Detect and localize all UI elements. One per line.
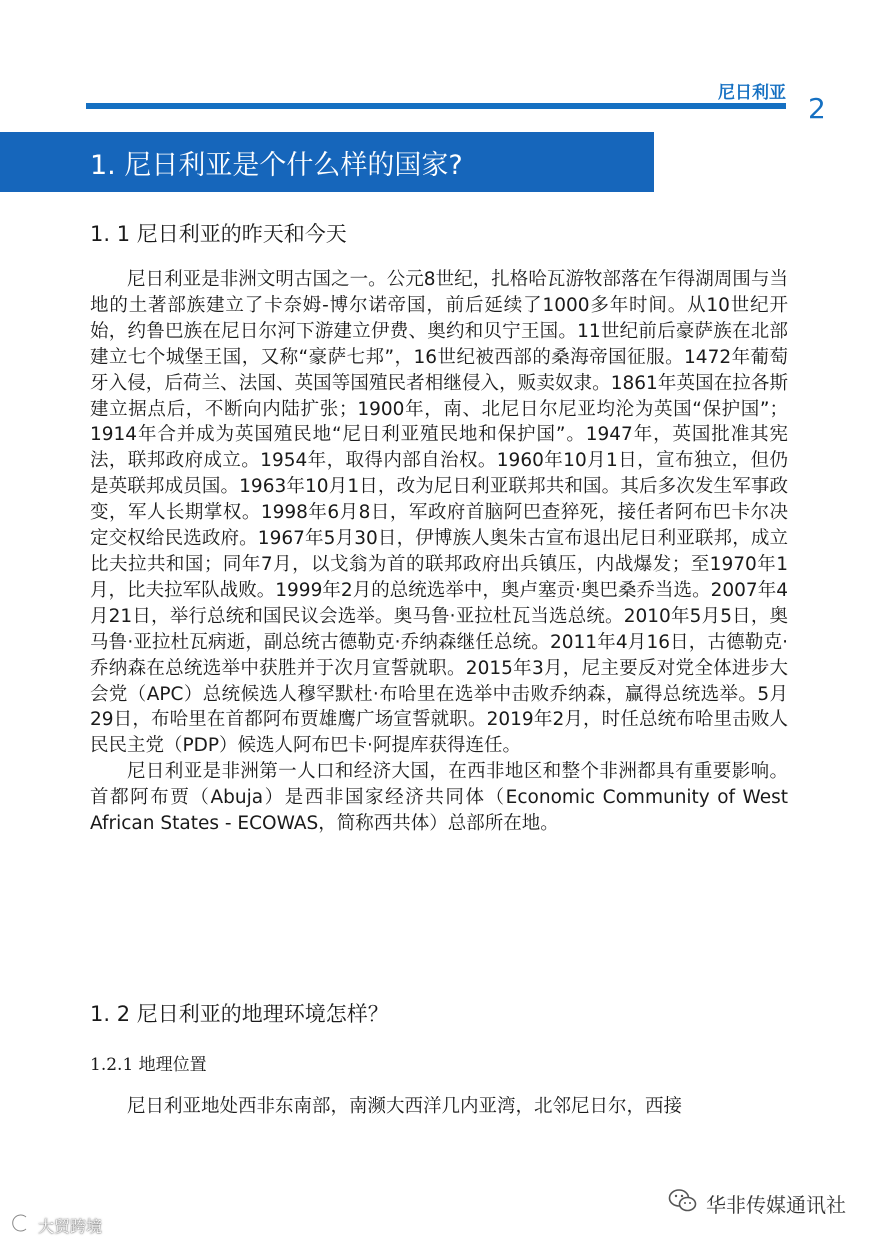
section-heading-1-2: 1. 2 尼日利亚的地理环境怎样？ [90,1002,389,1026]
wechat-icon [668,1188,698,1218]
paragraph-history: 尼日利亚是非洲文明古国之一。公元8世纪，扎格哈瓦游牧部落在乍得湖周围与当地的土著部族建立了卡奈姆-博尔诺帝国，前后延续了1000多年时间。从10世纪开始，约鲁巴族在尼日尔河下游建立伊费、奥约和贝宁王国。11世纪前后豪萨族在北部建立七个城堡王国，又称“豪萨七邦”，16世纪被西部的桑海帝国征服。1472年葡萄牙入侵，后荷兰、法国、英国等国殖民者相继侵入，贩卖奴隶。1861年英国在拉各斯建立据点后，不断向内陆扩张；1900年，南、北尼日尔尼亚均沦为英国“保护国”；1914年合并成为英国殖民地“尼日利亚殖民地和保护国”。1947年，英国批准其宪法，联邦政府成立。1954年，取得内部自治权。1960年10月1日，宣布独立，但仍是英联邦成员国。1963年10月1日，改为尼日利亚联邦共和国。其后多次发生军事政变，军人长期掌权。1998年6月8日，军政府首脑阿巴查猝死，接任者阿布巴卡尔决定交权给民选政府。1967年5月30日，伊博族人奥朱古宣布退出尼日利亚联邦，成立比夫拉共和国；同年7月，以戈翁为首的联邦政府出兵镇压，内战爆发；至1970年1月，比夫拉军队战败。1999年2月的总统选举中，奥卢塞贡·奥巴桑乔当选。2007年4月21日，举行总统和国民议会选举。奥马鲁·亚拉杜瓦当选总统。2010年5月5日，奥马鲁·亚拉杜瓦病逝，副总统古德勒克·乔纳森继任总统。2011年4月16日，古德勒克·乔纳森在总统选举中获胜并于次月宣誓就职。2015年3月，尼主要反对党全体进步大会党（APC）总统候选人穆罕默杜·布哈里在选举中击败乔纳森，赢得总统选举。5月29日，布哈里在首都阿布贾雄鹰广场宣誓就职。2019年2月，时任总统布哈里击败人民民主党（PDP）候选人阿布巴卡·阿提库获得连任。 [90,269,788,757]
chapter-title: 1. 尼日利亚是个什么样的国家? [90,150,463,181]
section-1-1-body [90,267,788,837]
chapter-banner [0,132,654,192]
watermark-source [668,1188,846,1218]
section-heading-1-1: 1. 1 尼日利亚的昨天和今天 [90,222,347,246]
section-1-2-1-body [90,1094,788,1120]
subsection-heading-1-2-1: 1.2.1 地理位置 [90,1055,207,1075]
watermark-brand-text: 大贸跨境 [38,1216,103,1236]
copyright-c-icon [8,1212,34,1238]
page-number: 2 [808,92,826,125]
paragraph-overview: 尼日利亚是非洲第一人口和经济大国，在西非地区和整个非洲都具有重要影响。首都阿布贾（Abuja）是西非国家经济共同体（Economic Community of West African States - ECOWAS，简称西共体）总部所在地。 [90,761,788,835]
paragraph-location: 尼日利亚地处西非东南部，南濒大西洋几内亚湾，北邻尼日尔，西接 [127,1096,683,1117]
running-header-label: 尼日利亚 [718,83,786,103]
watermark-brand [8,1212,102,1238]
watermark-source-text: 华非传媒通讯社 [706,1192,846,1217]
header-rule [86,103,786,109]
